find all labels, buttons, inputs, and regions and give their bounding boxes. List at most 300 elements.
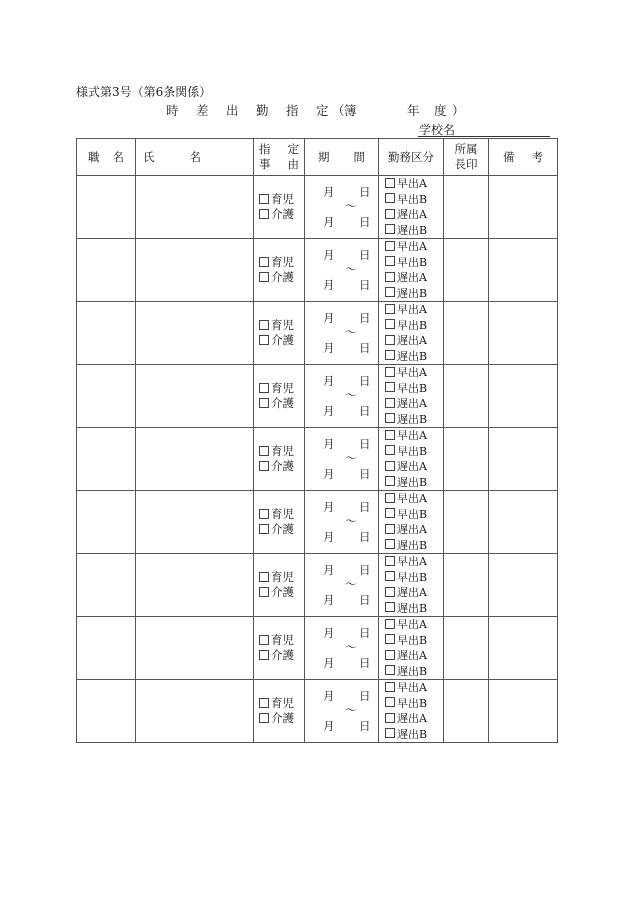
period-cell[interactable] [305,428,379,491]
checkbox-icon[interactable] [385,413,395,423]
tilde-separator: ～ [345,262,357,276]
header-text: 勤務区分 [388,149,434,164]
duty-option-late-b[interactable] [385,664,443,680]
duty-category-cell [379,302,444,365]
tilde-separator: ～ [345,325,357,339]
duty-option-late-b[interactable] [385,601,443,617]
option-label: 遅出B [397,475,428,489]
title-year: 年 [407,103,420,118]
checkbox-icon[interactable] [259,383,269,393]
checkbox-icon[interactable] [385,209,395,219]
duty-option-late-b[interactable] [385,538,443,554]
position-cell[interactable] [77,491,136,554]
duty-option-early-b[interactable] [385,381,443,397]
end-day-label: 日 [359,656,371,670]
checkbox-icon[interactable] [385,335,395,345]
reason-option-nursing-care[interactable] [259,207,304,222]
option-label: 早出A [397,429,427,442]
end-month-label: 月 [323,404,335,418]
checkbox-icon[interactable] [385,382,395,392]
duty-option-late-a[interactable] [385,207,443,223]
duty-option-late-a[interactable] [385,333,443,349]
tilde-separator: ～ [345,199,357,213]
tilde-separator: ～ [345,514,357,528]
name-cell[interactable] [136,428,254,491]
start-day-label: 日 [359,374,371,388]
duty-option-early-a[interactable] [385,554,443,570]
start-month-label: 月 [323,437,335,451]
duty-option-early-b[interactable] [385,255,443,271]
option-label: 遅出B [397,538,428,552]
option-label: 早出B [397,444,428,458]
end-month-label: 月 [323,530,335,544]
duty-option-late-b[interactable] [385,349,443,365]
option-label: 遅出B [397,664,428,678]
option-label: 育児 [271,192,294,206]
checkbox-icon[interactable] [385,461,395,471]
title-char: 出 [226,103,239,118]
header-text: 氏 [143,150,155,164]
duty-option-early-a[interactable] [385,680,443,696]
position-cell[interactable] [77,680,136,743]
duty-option-early-b[interactable] [385,633,443,649]
form-number: 様式第3号（第6条関係） [76,85,212,99]
title-char: 簿 [344,103,357,118]
header-text: 所属 [454,142,478,156]
start-month-label: 月 [323,689,335,703]
checkbox-icon[interactable] [385,430,395,440]
start-day-label: 日 [359,248,371,262]
checkbox-icon[interactable] [259,713,269,723]
end-month-label: 月 [323,593,335,607]
option-label: 早出B [397,633,428,647]
checkbox-icon[interactable] [259,587,269,597]
header-name [136,139,254,176]
period-cell[interactable] [305,491,379,554]
option-label: 早出A [397,240,427,253]
header-text: 期 [318,150,330,164]
duty-option-early-b[interactable] [385,507,443,523]
remarks-cell[interactable] [489,302,558,365]
tilde-separator: ～ [345,451,357,465]
header-period [305,139,379,176]
period-cell[interactable] [305,176,379,239]
checkbox-icon[interactable] [385,445,395,455]
header-duty-category [379,139,444,176]
option-label: 育児 [271,570,294,584]
option-label: 遅出A [397,208,427,221]
end-day-label: 日 [359,278,371,292]
remarks-cell[interactable] [489,554,558,617]
remarks-cell[interactable] [489,680,558,743]
option-label: 介護 [271,585,294,599]
end-day-label: 日 [359,404,371,418]
header-approval-seal [444,139,489,176]
position-cell[interactable] [77,176,136,239]
title-char: 時 [166,103,179,118]
name-cell[interactable] [136,365,254,428]
header-text: 名 [189,150,201,164]
option-label: 早出B [397,192,428,206]
duty-category-cell [379,428,444,491]
duty-option-late-a[interactable] [385,270,443,286]
remarks-cell[interactable] [489,365,558,428]
checkbox-icon[interactable] [259,650,269,660]
start-month-label: 月 [323,248,335,262]
position-cell[interactable] [77,302,136,365]
option-label: 早出A [397,177,427,190]
reason-cell [254,617,305,680]
tilde-separator: ～ [345,703,357,717]
option-label: 介護 [271,396,294,410]
reason-option-nursing-care[interactable] [259,396,304,411]
name-cell[interactable] [136,617,254,680]
checkbox-icon[interactable] [259,524,269,534]
tilde-separator: ～ [345,577,357,591]
duty-option-late-b[interactable] [385,475,443,491]
reason-option-childcare[interactable] [259,381,304,396]
option-label: 早出A [397,303,427,316]
table-row [77,617,558,680]
checkbox-icon[interactable] [385,350,395,360]
title-char: 勤 [256,103,269,118]
start-day-label: 日 [359,185,371,199]
title-char: 定 [316,103,329,118]
end-day-label: 日 [359,719,371,733]
end-month-label: 月 [323,215,335,229]
reason-cell [254,365,305,428]
checkbox-icon[interactable] [385,304,395,314]
option-label: 遅出A [397,397,427,410]
checkbox-icon[interactable] [259,446,269,456]
duty-option-early-b[interactable] [385,192,443,208]
checkbox-icon[interactable] [259,320,269,330]
remarks-cell[interactable] [489,428,558,491]
reason-option-nursing-care[interactable] [259,270,304,285]
option-label: 早出A [397,366,427,379]
approval-seal-cell[interactable] [444,365,489,428]
reason-option-childcare[interactable] [259,696,304,711]
approval-seal-cell[interactable] [444,176,489,239]
position-cell[interactable] [77,617,136,680]
period-cell[interactable] [305,680,379,743]
checkbox-icon[interactable] [385,493,395,503]
option-label: 介護 [271,333,294,347]
remarks-cell[interactable] [489,239,558,302]
table-row [77,176,558,239]
option-label: 早出B [397,255,428,269]
reason-option-nursing-care[interactable] [259,711,304,726]
approval-seal-cell[interactable] [444,239,489,302]
header-text: 名 [112,150,124,164]
checkbox-icon[interactable] [259,398,269,408]
document-title [160,101,480,117]
reason-option-nursing-care[interactable] [259,648,304,663]
start-day-label: 日 [359,311,371,325]
checkbox-icon[interactable] [385,178,395,188]
reason-cell [254,680,305,743]
reason-option-childcare[interactable] [259,570,304,585]
checkbox-icon[interactable] [385,713,395,723]
checkbox-icon[interactable] [385,697,395,707]
end-month-label: 月 [323,719,335,733]
reason-option-nursing-care[interactable] [259,522,304,537]
checkbox-icon[interactable] [385,193,395,203]
duty-option-early-a[interactable] [385,428,443,444]
start-month-label: 月 [323,563,335,577]
checkbox-icon[interactable] [259,635,269,645]
duty-category-cell [379,365,444,428]
duty-category-cell [379,239,444,302]
name-cell[interactable] [136,680,254,743]
title-degree: 度 [434,103,447,118]
end-day-label: 日 [359,530,371,544]
checkbox-icon[interactable] [259,194,269,204]
option-label: 早出B [397,696,428,710]
option-label: 遅出B [397,286,428,300]
reason-option-nursing-care[interactable] [259,333,304,348]
start-day-label: 日 [359,626,371,640]
position-cell[interactable] [77,428,136,491]
checkbox-icon[interactable] [385,539,395,549]
end-month-label: 月 [323,278,335,292]
start-month-label: 月 [323,185,335,199]
start-day-label: 日 [359,437,371,451]
checkbox-icon[interactable] [259,461,269,471]
checkbox-icon[interactable] [259,572,269,582]
reason-option-childcare[interactable] [259,192,304,207]
start-month-label: 月 [323,311,335,325]
name-cell[interactable] [136,554,254,617]
end-month-label: 月 [323,467,335,481]
start-month-label: 月 [323,626,335,640]
option-label: 遅出A [397,460,427,473]
option-label: 育児 [271,633,294,647]
start-month-label: 月 [323,374,335,388]
end-day-label: 日 [359,341,371,355]
position-cell[interactable] [77,365,136,428]
header-row [77,139,558,176]
duty-option-late-a[interactable] [385,585,443,601]
duty-option-early-a[interactable] [385,239,443,255]
option-label: 早出A [397,618,427,631]
option-label: 育児 [271,444,294,458]
checkbox-icon[interactable] [259,272,269,282]
school-name-label: 学校名 [419,123,456,137]
checkbox-icon[interactable] [385,728,395,738]
duty-option-early-b[interactable] [385,570,443,586]
checkbox-icon[interactable] [385,665,395,675]
option-label: 遅出B [397,727,428,741]
option-label: 育児 [271,318,294,332]
start-day-label: 日 [359,563,371,577]
checkbox-icon[interactable] [385,634,395,644]
option-label: 育児 [271,381,294,395]
duty-option-early-a[interactable] [385,302,443,318]
option-label: 早出A [397,492,427,505]
reason-cell [254,491,305,554]
option-label: 遅出B [397,412,428,426]
end-month-label: 月 [323,656,335,670]
option-label: 遅出A [397,586,427,599]
name-cell[interactable] [136,491,254,554]
option-label: 育児 [271,255,294,269]
reason-option-childcare[interactable] [259,444,304,459]
header-text: 指 [259,142,271,156]
start-day-label: 日 [359,500,371,514]
duty-option-early-b[interactable] [385,444,443,460]
name-cell[interactable] [136,239,254,302]
checkbox-icon[interactable] [385,287,395,297]
header-text: 考 [531,150,543,164]
table-row [77,239,558,302]
checkbox-icon[interactable] [385,398,395,408]
checkbox-icon[interactable] [259,335,269,345]
duty-option-late-a[interactable] [385,459,443,475]
duty-option-early-b[interactable] [385,696,443,712]
reason-option-nursing-care[interactable] [259,585,304,600]
school-name-field[interactable] [418,121,550,137]
duty-option-late-b[interactable] [385,223,443,239]
position-cell[interactable] [77,239,136,302]
option-label: 遅出B [397,223,428,237]
header-text: 由 [287,157,299,171]
approval-seal-cell[interactable] [444,302,489,365]
reason-cell [254,239,305,302]
checkbox-icon[interactable] [385,508,395,518]
reason-option-childcare[interactable] [259,633,304,648]
checkbox-icon[interactable] [385,602,395,612]
duty-category-cell [379,617,444,680]
checkbox-icon[interactable] [385,272,395,282]
checkbox-icon[interactable] [385,319,395,329]
checkbox-icon[interactable] [385,571,395,581]
table-row [77,302,558,365]
reason-option-nursing-care[interactable] [259,459,304,474]
tilde-separator: ～ [345,640,357,654]
reason-cell [254,554,305,617]
duty-option-late-b[interactable] [385,286,443,302]
approval-seal-cell[interactable] [444,554,489,617]
start-month-label: 月 [323,500,335,514]
checkbox-icon[interactable] [385,650,395,660]
duty-option-late-a[interactable] [385,522,443,538]
period-cell[interactable] [305,554,379,617]
header-text: 長印 [454,157,478,171]
duty-option-early-a[interactable] [385,176,443,192]
duty-option-early-b[interactable] [385,318,443,334]
approval-seal-cell[interactable] [444,617,489,680]
approval-seal-cell[interactable] [444,491,489,554]
option-label: 介護 [271,270,294,284]
duty-category-cell [379,554,444,617]
checkbox-icon[interactable] [385,256,395,266]
header-reason [254,139,305,176]
end-month-label: 月 [323,341,335,355]
reason-option-childcare[interactable] [259,318,304,333]
duty-option-early-a[interactable] [385,365,443,381]
header-text: 備 [503,150,515,164]
option-label: 早出B [397,381,428,395]
duty-option-late-a[interactable] [385,711,443,727]
checkbox-icon[interactable] [259,509,269,519]
reason-option-childcare[interactable] [259,255,304,270]
duty-option-early-a[interactable] [385,617,443,633]
name-cell[interactable] [136,176,254,239]
checkbox-icon[interactable] [385,587,395,597]
title-close-paren: ） [452,103,465,118]
remarks-cell[interactable] [489,176,558,239]
option-label: 介護 [271,459,294,473]
checkbox-icon[interactable] [385,367,395,377]
reason-option-childcare[interactable] [259,507,304,522]
checkbox-icon[interactable] [385,476,395,486]
table-row [77,680,558,743]
reason-cell [254,428,305,491]
checkbox-icon[interactable] [259,209,269,219]
header-remarks [489,139,558,176]
header-text: 間 [353,150,365,164]
title-char: 差 [196,103,209,118]
name-cell[interactable] [136,302,254,365]
duty-category-cell [379,680,444,743]
duty-category-cell [379,491,444,554]
period-cell[interactable] [305,365,379,428]
option-label: 遅出B [397,601,428,615]
checkbox-icon[interactable] [259,698,269,708]
header-text: 事 [259,157,271,171]
time-difference-register-table [76,138,558,743]
table-row [77,428,558,491]
option-label: 遅出B [397,349,428,363]
period-cell[interactable] [305,239,379,302]
position-cell[interactable] [77,554,136,617]
duty-option-early-a[interactable] [385,491,443,507]
checkbox-icon[interactable] [259,257,269,267]
period-cell[interactable] [305,617,379,680]
option-label: 遅出A [397,271,427,284]
option-label: 早出B [397,318,428,332]
start-day-label: 日 [359,689,371,703]
approval-seal-cell[interactable] [444,680,489,743]
checkbox-icon[interactable] [385,619,395,629]
checkbox-icon[interactable] [385,682,395,692]
checkbox-icon[interactable] [385,224,395,234]
remarks-cell[interactable] [489,491,558,554]
checkbox-icon[interactable] [385,524,395,534]
remarks-cell[interactable] [489,617,558,680]
option-label: 早出B [397,507,428,521]
title-char: 指 [286,103,299,118]
header-text: 定 [287,142,299,156]
option-label: 遅出A [397,523,427,536]
option-label: 早出A [397,555,427,568]
checkbox-icon[interactable] [385,241,395,251]
option-label: 遅出A [397,334,427,347]
reason-cell [254,176,305,239]
duty-option-late-b[interactable] [385,727,443,743]
duty-option-late-a[interactable] [385,396,443,412]
checkbox-icon[interactable] [385,556,395,566]
option-label: 育児 [271,696,294,710]
reason-cell [254,302,305,365]
tilde-separator: ～ [345,388,357,402]
period-cell[interactable] [305,302,379,365]
duty-option-late-a[interactable] [385,648,443,664]
duty-option-late-b[interactable] [385,412,443,428]
option-label: 介護 [271,522,294,536]
approval-seal-cell[interactable] [444,428,489,491]
